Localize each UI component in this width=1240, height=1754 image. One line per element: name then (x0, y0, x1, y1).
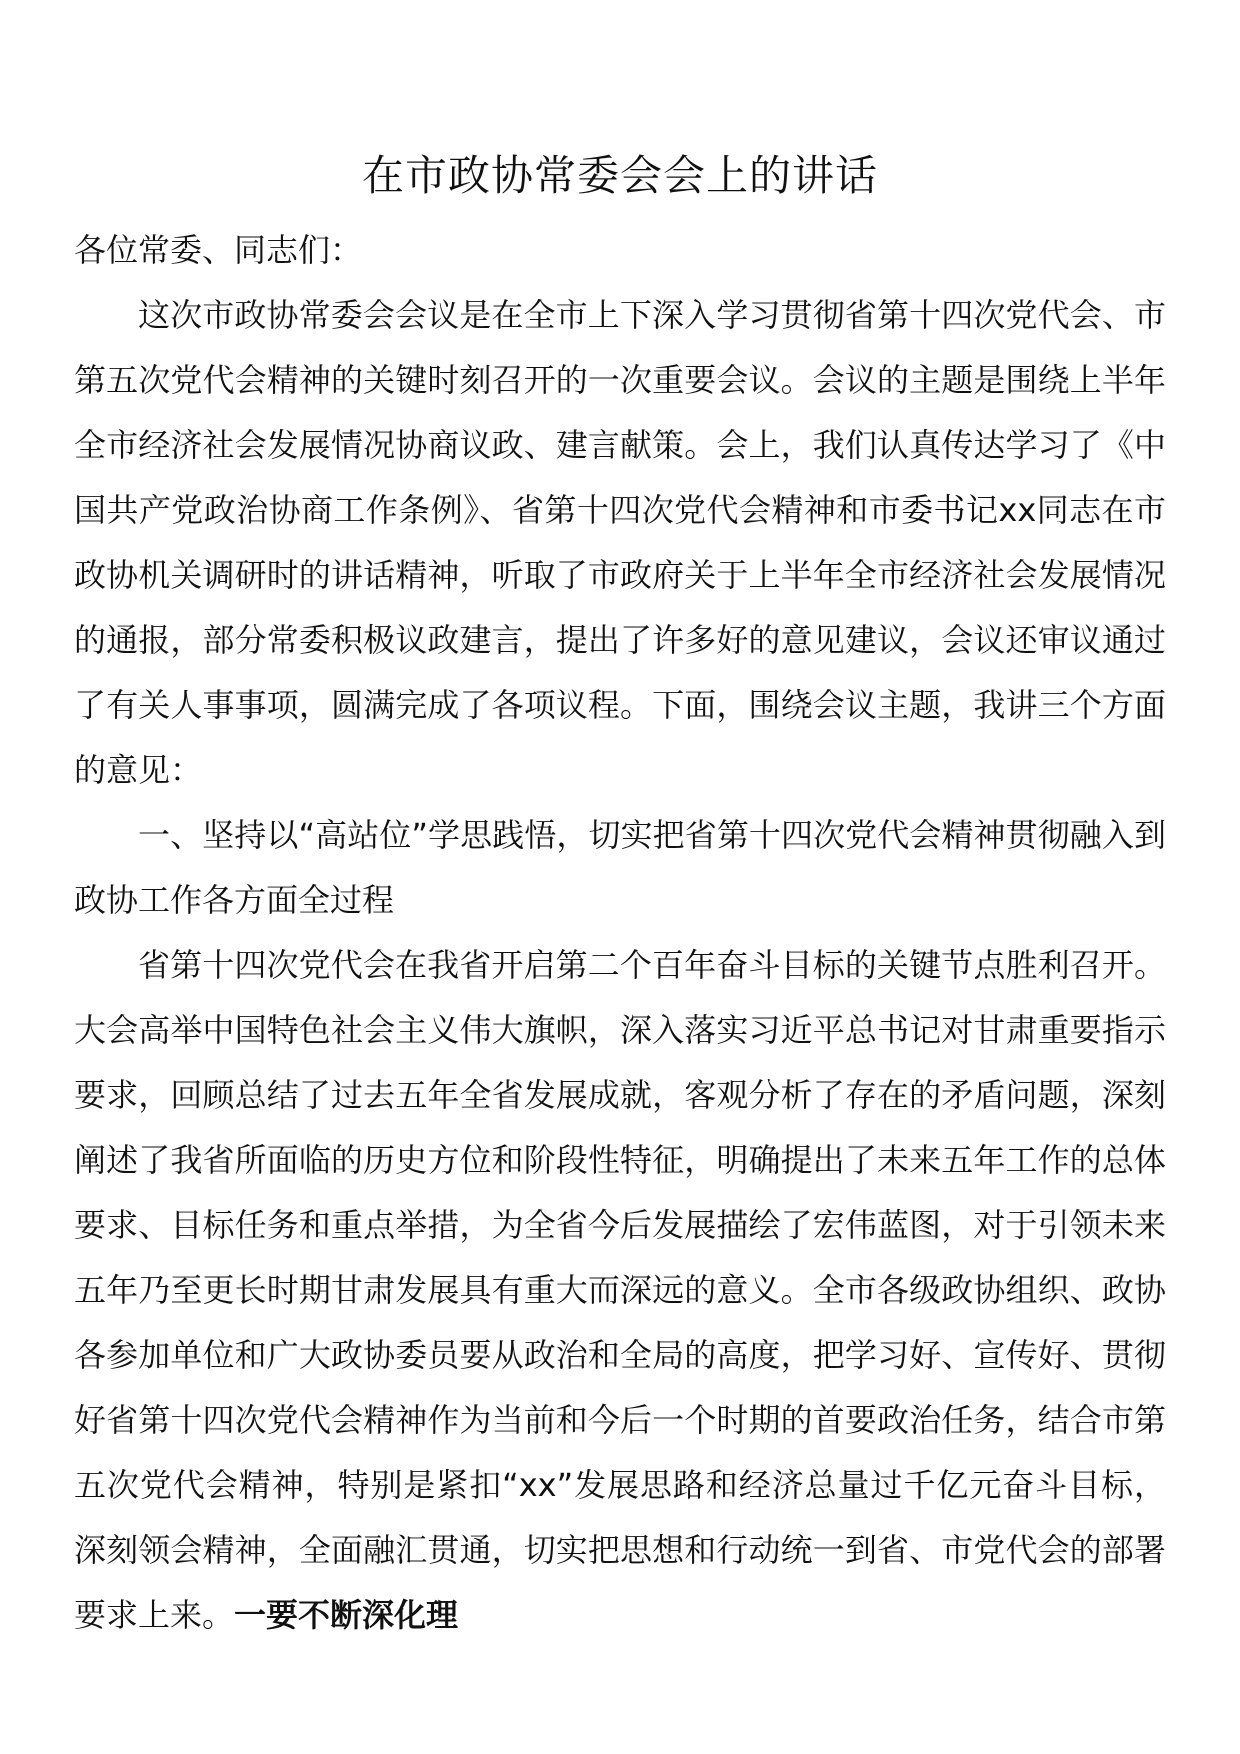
document-body (74, 218, 1166, 1648)
paragraph-section-1-bold-lead: 一要不断深化理 (234, 1596, 459, 1634)
paragraph-intro: 这次市政协常委会会议是在全市上下深入学习贯彻省第十四次党代会、市第五次党代会精神的关键时刻召开的一次重要会议。会议的主题是围绕上半年全市经济社会发展情况协商议政、建言献策。会上，我们认真传达学习了《中国共产党政治协商工作条例》、省第十四次党代会精神和市委书记xx同志在市政协机关调研时的讲话精神，听取了市政府关于上半年全市经济社会发展情况的通报，部分常委积极议政建言，提出了许多好的意见建议，会议还审议通过了有关人事事项，圆满完成了各项议程。下面，围绕会议主题，我讲三个方面的意见： (74, 296, 1166, 789)
salutation: 各位常委、同志们： (74, 231, 363, 269)
paragraph-section-1 (74, 933, 1166, 1648)
section-heading-1: 一、坚持以“高站位”学思践悟，切实把省第十四次党代会精神贯彻融入到政协工作各方面全过程 (74, 816, 1166, 919)
paragraph-section-1-text: 省第十四次党代会在我省开启第二个百年奋斗目标的关键节点胜利召开。大会高举中国特色社会主义伟大旗帜，深入落实习近平总书记对甘肃重要指示要求，回顾总结了过去五年全省发展成就，客观分析了存在的矛盾问题，深刻阐述了我省所面临的历史方位和阶段性特征，明确提出了未来五年工作的总体要求、目标任务和重点举措，为全省今后发展描绘了宏伟蓝图，对于引领未来五年乃至更长时期甘肃发展具有重大而深远的意义。全市各级政协组织、政协各参加单位和广大政协委员要从政治和全局的高度，把学习好、宣传好、贯彻好省第十四次党代会精神作为当前和今后一个时期的首要政治任务，结合市第五次党代会精神，特别是紧扣“xx”发展思路和经济总量过千亿元奋斗目标，深刻领会精神，全面融汇贯通，切实把思想和行动统一到省、市党代会的部署要求上来。 (74, 946, 1166, 1634)
page-title: 在市政协常委会会上的讲话 (361, 151, 878, 201)
